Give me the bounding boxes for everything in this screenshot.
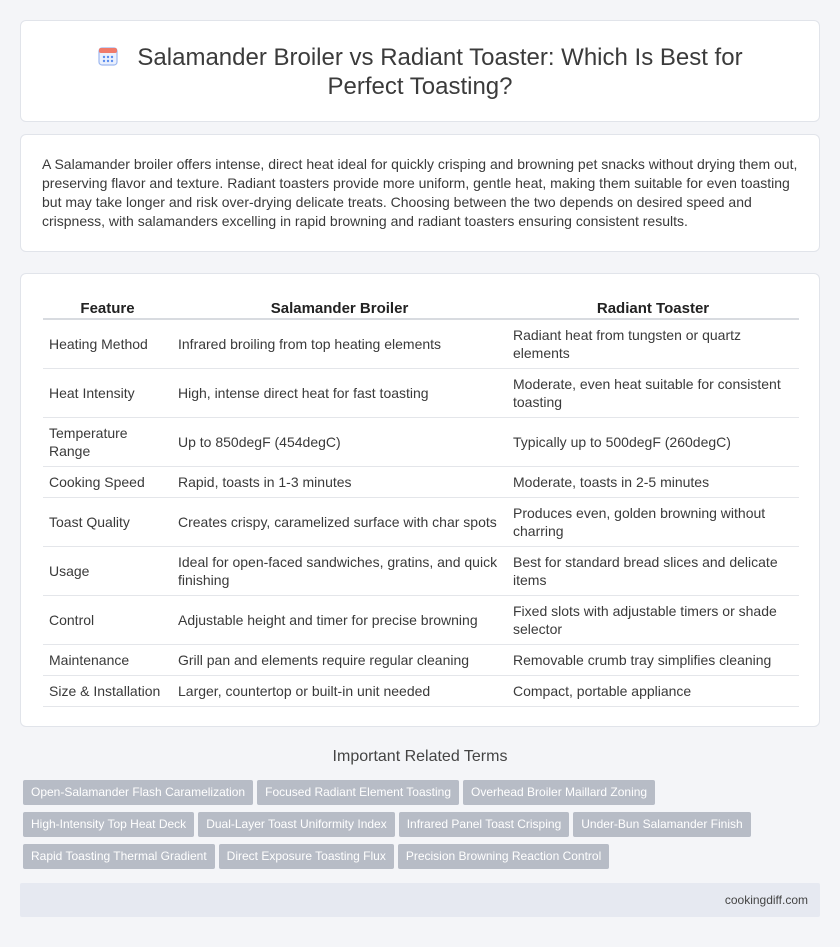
radiant-cell: Produces even, golden browning without charring (507, 498, 799, 547)
related-term-tag[interactable]: High-Intensity Top Heat Deck (23, 812, 194, 837)
comparison-table (43, 295, 799, 707)
salamander-cell: Infrared broiling from top heating elements (172, 320, 507, 369)
table-row (43, 467, 799, 498)
related-term-tag[interactable]: Dual-Layer Toast Uniformity Index (198, 812, 395, 837)
radiant-cell: Typically up to 500degF (260degC) (507, 418, 799, 467)
radiant-cell: Best for standard bread slices and delicate items (507, 547, 799, 596)
title-card (20, 20, 820, 122)
salamander-cell: Adjustable height and timer for precise browning (172, 596, 507, 645)
radiant-cell: Removable crumb tray simplifies cleaning (507, 645, 799, 676)
table-row (43, 498, 799, 547)
related-term-tag[interactable]: Open-Salamander Flash Caramelization (23, 780, 253, 805)
radiant-cell: Moderate, even heat suitable for consistent toasting (507, 369, 799, 418)
feature-cell: Usage (43, 547, 172, 596)
feature-cell: Toast Quality (43, 498, 172, 547)
salamander-cell: Ideal for open-faced sandwiches, gratins, and quick finishing (172, 547, 507, 596)
tag-row (23, 844, 803, 876)
table-row (43, 676, 799, 707)
radiant-cell: Compact, portable appliance (507, 676, 799, 707)
radiant-cell: Fixed slots with adjustable timers or shade selector (507, 596, 799, 645)
header-salamander: Salamander Broiler (172, 295, 507, 320)
salamander-cell: Rapid, toasts in 1-3 minutes (172, 467, 507, 498)
tag-row (23, 780, 803, 812)
related-term-tag[interactable]: Infrared Panel Toast Crisping (399, 812, 570, 837)
salamander-cell: Creates crispy, caramelized surface with char spots (172, 498, 507, 547)
footer (20, 883, 820, 917)
feature-cell: Control (43, 596, 172, 645)
related-term-tag[interactable]: Rapid Toasting Thermal Gradient (23, 844, 215, 869)
salamander-cell: Grill pan and elements require regular cleaning (172, 645, 507, 676)
page-title-wrap (61, 43, 779, 101)
calendar-icon (97, 45, 119, 67)
salamander-cell: Larger, countertop or built-in unit needed (172, 676, 507, 707)
related-term-tag[interactable]: Overhead Broiler Maillard Zoning (463, 780, 655, 805)
tag-row (23, 812, 803, 844)
related-term-tag[interactable]: Precision Browning Reaction Control (398, 844, 609, 869)
feature-cell: Cooking Speed (43, 467, 172, 498)
related-terms-heading: Important Related Terms (332, 748, 508, 765)
intro-card (20, 134, 820, 252)
feature-cell: Temperature Range (43, 418, 172, 467)
table-row (43, 547, 799, 596)
table-row (43, 596, 799, 645)
footer-site-link[interactable]: cookingdiff.com (724, 893, 808, 907)
table-row (43, 645, 799, 676)
related-terms-tags (23, 780, 803, 876)
radiant-cell: Moderate, toasts in 2-5 minutes (507, 467, 799, 498)
feature-cell: Heat Intensity (43, 369, 172, 418)
feature-cell: Heating Method (43, 320, 172, 369)
header-radiant: Radiant Toaster (507, 295, 799, 320)
table-header-row (43, 295, 799, 320)
comparison-card (20, 273, 820, 727)
related-term-tag[interactable]: Under-Bun Salamander Finish (573, 812, 750, 837)
intro-paragraph: A Salamander broiler offers intense, direct heat ideal for quickly crisping and browning pet snacks without drying them out, preserving flavor and texture. Radiant toasters provide more uniform, gentle heat, making them suitable for even toasting but may take longer and risk over-drying delicate treats. Choosing between the two depends on desired speed and crispness, with salamanders excelling in rapid browning and radiant toasters ensuring consistent results. (42, 156, 798, 229)
related-term-tag[interactable]: Direct Exposure Toasting Flux (219, 844, 394, 869)
page-title: Salamander Broiler vs Radiant Toaster: Which Is Best for Perfect Toasting? (137, 44, 743, 100)
table-row (43, 418, 799, 467)
feature-cell: Size & Installation (43, 676, 172, 707)
feature-cell: Maintenance (43, 645, 172, 676)
radiant-cell: Radiant heat from tungsten or quartz elements (507, 320, 799, 369)
related-term-tag[interactable]: Focused Radiant Element Toasting (257, 780, 459, 805)
salamander-cell: High, intense direct heat for fast toasting (172, 369, 507, 418)
header-feature: Feature (43, 295, 172, 320)
table-row (43, 369, 799, 418)
salamander-cell: Up to 850degF (454degC) (172, 418, 507, 467)
table-row (43, 320, 799, 369)
